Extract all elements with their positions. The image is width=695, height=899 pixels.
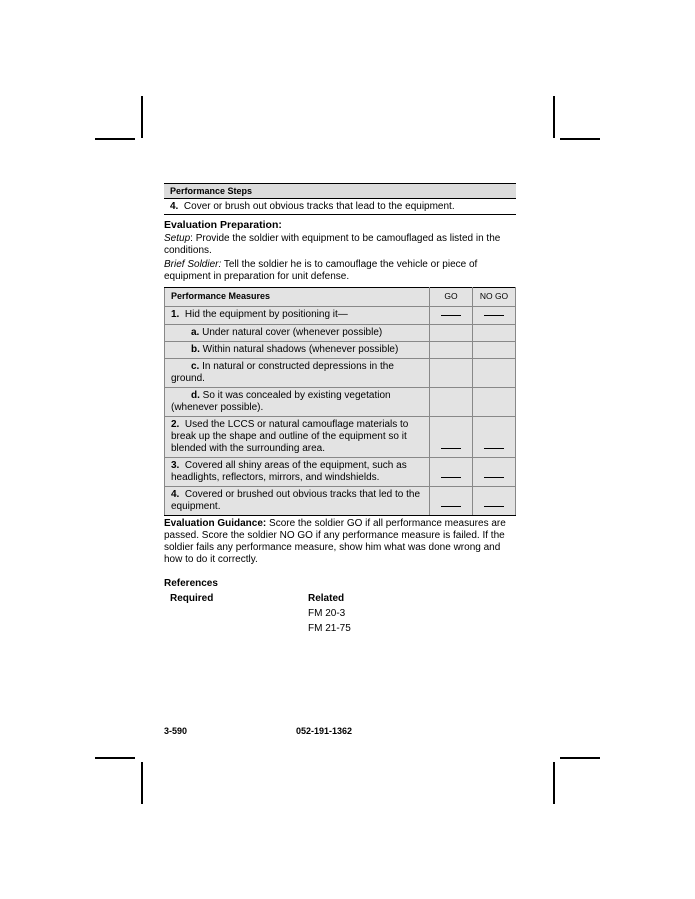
- measure-row: [165, 325, 516, 342]
- measures-header-row: [165, 288, 516, 307]
- measure-number: 4.: [171, 489, 180, 500]
- setup-label: Setup: [164, 233, 191, 244]
- go-header: GO: [430, 288, 473, 307]
- evaluation-guidance-text: Score the soldier GO if all performance measures are passed. Score the soldier NO GO if any performance measure is failed. If the soldier fails any performance measure, show him what was done wrong and how to do it correctly.: [164, 518, 506, 565]
- document-content: [164, 183, 516, 643]
- go-cell: [430, 307, 473, 325]
- brief-soldier-label: Brief Soldier:: [164, 259, 222, 270]
- references-related-header: Related: [308, 593, 345, 604]
- measure-text: Used the LCCS or natural camouflage materials to break up the shape and outline of the equipment so it blended with the surrounding area.: [171, 419, 409, 454]
- go-blank: [441, 313, 461, 316]
- references-required-header: Required: [170, 593, 214, 604]
- page-number: 3-590: [164, 726, 188, 736]
- measure-text: Hid the equipment by positioning it—: [184, 309, 348, 320]
- crop-mark: [95, 138, 135, 140]
- performance-measures-table: [164, 287, 516, 516]
- measure-number: 2.: [171, 419, 180, 430]
- performance-step: [164, 199, 516, 215]
- crop-mark: [553, 96, 555, 138]
- crop-mark: [553, 762, 555, 804]
- no-go-blank: [484, 446, 504, 449]
- go-cell: [430, 388, 473, 417]
- measure-sub-text: In natural or constructed depressions in the ground.: [171, 361, 394, 384]
- measure-1c: [165, 359, 430, 388]
- measure-sub-label: d.: [191, 390, 200, 401]
- measure-1a: [165, 325, 430, 342]
- measure-row: [165, 342, 516, 359]
- no-go-cell: [473, 325, 516, 342]
- measure-number: 3.: [171, 460, 180, 471]
- performance-steps-header: Performance Steps: [170, 186, 253, 196]
- measure-number: 1.: [171, 309, 180, 320]
- measure-1d: [165, 388, 430, 417]
- measure-row: [165, 417, 516, 458]
- crop-mark: [141, 762, 143, 804]
- reference-item: FM 21-75: [308, 623, 351, 634]
- no-go-blank: [484, 504, 504, 507]
- references-section: [164, 593, 516, 643]
- measure-sub-text: Within natural shadows (whenever possible): [202, 344, 399, 355]
- measure-sub-label: b.: [191, 344, 200, 355]
- go-cell: [430, 487, 473, 516]
- no-go-cell: [473, 307, 516, 325]
- measure-4: [165, 487, 430, 516]
- evaluation-guidance-label: Evaluation Guidance:: [164, 518, 267, 529]
- no-go-blank: [484, 313, 504, 316]
- step-text: Cover or brush out obvious tracks that lead to the equipment.: [183, 201, 455, 212]
- evaluation-preparation-title: Evaluation Preparation:: [164, 219, 282, 231]
- crop-mark: [95, 757, 135, 759]
- measure-row: [165, 487, 516, 516]
- no-go-cell: [473, 417, 516, 458]
- go-cell: [430, 458, 473, 487]
- references-title: References: [164, 578, 218, 589]
- no-go-cell: [473, 487, 516, 516]
- no-go-cell: [473, 342, 516, 359]
- measure-row: [165, 458, 516, 487]
- measure-sub-label: c.: [191, 361, 200, 372]
- no-go-cell: [473, 458, 516, 487]
- go-cell: [430, 417, 473, 458]
- no-go-cell: [473, 359, 516, 388]
- evaluation-guidance: [164, 518, 516, 566]
- brief-soldier-paragraph: [164, 259, 516, 283]
- performance-steps-header-row: [164, 184, 516, 199]
- go-cell: [430, 342, 473, 359]
- step-number: 4.: [170, 201, 179, 212]
- measure-text: Covered or brushed out obvious tracks that led to the equipment.: [171, 489, 421, 512]
- no-go-header: NO GO: [473, 288, 516, 307]
- performance-step-row: [164, 199, 516, 215]
- brief-soldier-text: Tell the soldier he is to camouflage the vehicle or piece of equipment in preparation for unit defense.: [164, 259, 478, 282]
- measure-row: [165, 307, 516, 325]
- measure-sub-text: So it was concealed by existing vegetation (whenever possible).: [171, 390, 391, 413]
- setup-text: : Provide the soldier with equipment to be camouflaged as listed in the conditions.: [164, 233, 501, 256]
- task-code: 052-191-1362: [296, 726, 353, 736]
- measure-text: Covered all shiny areas of the equipment, such as headlights, reflectors, mirrors, and windshields.: [171, 460, 407, 483]
- measure-2: [165, 417, 430, 458]
- crop-mark: [141, 96, 143, 138]
- crop-mark: [560, 757, 600, 759]
- go-blank: [441, 475, 461, 478]
- go-blank: [441, 446, 461, 449]
- performance-steps-table: [164, 183, 516, 215]
- measure-row: [165, 359, 516, 388]
- no-go-cell: [473, 388, 516, 417]
- setup-paragraph: [164, 233, 516, 257]
- measure-1: [165, 307, 430, 325]
- no-go-blank: [484, 475, 504, 478]
- measure-3: [165, 458, 430, 487]
- crop-mark: [560, 138, 600, 140]
- measures-header: Performance Measures: [165, 288, 430, 307]
- measure-row: [165, 388, 516, 417]
- go-cell: [430, 325, 473, 342]
- measure-1b: [165, 342, 430, 359]
- go-blank: [441, 504, 461, 507]
- measure-sub-label: a.: [191, 327, 200, 338]
- measure-sub-text: Under natural cover (whenever possible): [202, 327, 383, 338]
- go-cell: [430, 359, 473, 388]
- reference-item: FM 20-3: [308, 608, 346, 619]
